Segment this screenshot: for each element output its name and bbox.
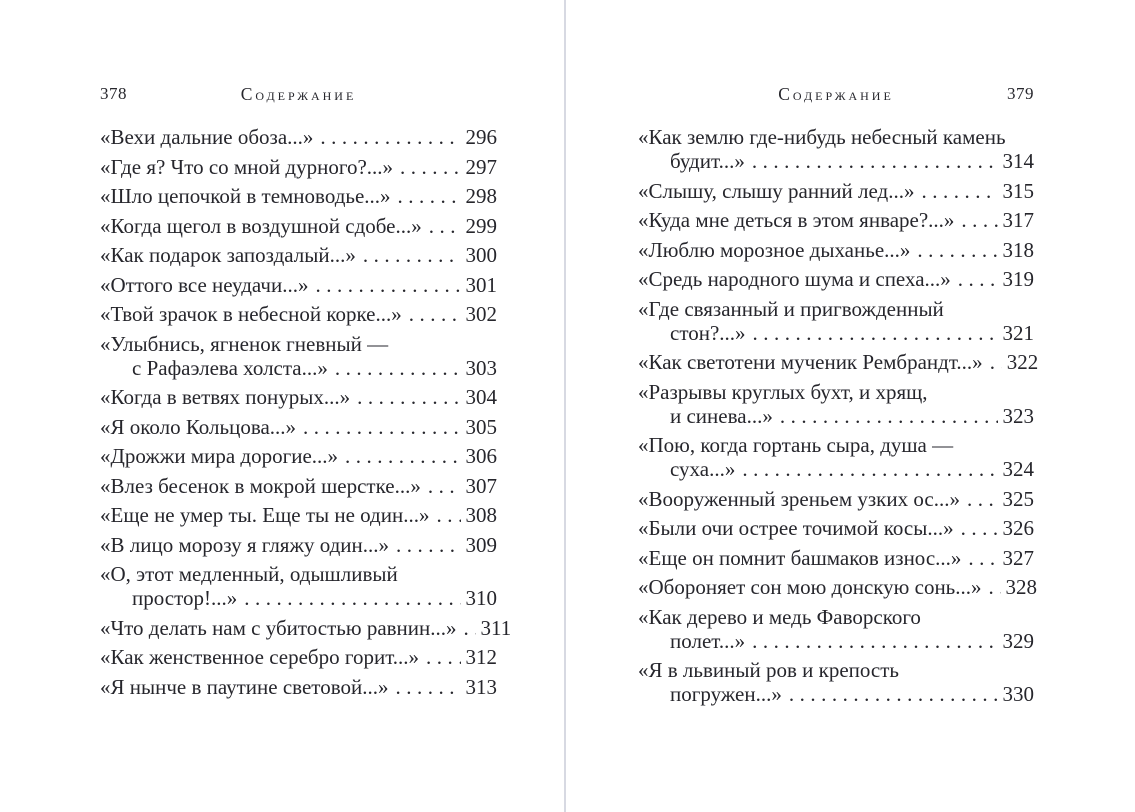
toc-entry-line [638, 682, 1034, 706]
toc-entry-line [638, 575, 1038, 599]
toc-entry-line [638, 380, 1034, 404]
running-title-right: Содержание [778, 84, 894, 104]
dot-leader [395, 675, 460, 699]
entry-title: «Где я? Что со мной дурного?...» [100, 154, 394, 179]
dot-leader [968, 546, 997, 570]
toc-entry [100, 533, 497, 557]
toc-entry [100, 645, 497, 669]
dot-leader [961, 516, 998, 540]
entry-page-number: 303 [465, 355, 497, 380]
toc-entry-line [638, 208, 1034, 232]
toc-entry-line [638, 658, 1034, 682]
entry-title: «Шло цепочкой в темноводье...» [100, 184, 391, 208]
toc-entry-line [100, 675, 497, 699]
running-head-left [100, 84, 497, 106]
dot-leader [426, 645, 460, 669]
dot-leader [396, 533, 460, 557]
toc-entry-line [100, 356, 497, 380]
toc-entry-line [100, 184, 497, 208]
toc-entry [100, 155, 497, 179]
entry-page-number: 298 [465, 184, 497, 208]
toc-entry-line [100, 273, 497, 297]
entry-page-number: 322 [1006, 350, 1039, 374]
entry-page-number: 306 [465, 444, 497, 468]
toc-entry [638, 267, 1034, 291]
toc-entry [100, 273, 497, 297]
entry-title: погружен...» [670, 682, 782, 706]
dot-leader [303, 415, 460, 439]
toc-entry-line [100, 533, 497, 557]
toc-entry [100, 332, 497, 380]
toc-entry [100, 503, 497, 527]
toc-entry-line [638, 433, 1034, 457]
running-title-left: Содержание [240, 84, 357, 104]
entry-page-number: 309 [465, 532, 497, 557]
entry-page-number: 323 [1002, 403, 1034, 428]
entry-title: стон?...» [670, 320, 746, 345]
dot-leader [244, 586, 460, 610]
entry-title: «Твой зрачок в небесной корке...» [100, 302, 402, 326]
toc-entry [638, 125, 1034, 173]
toc-entry-line [638, 350, 1039, 374]
toc-entry [638, 605, 1034, 653]
dot-leader [464, 616, 476, 640]
toc-entry [638, 433, 1034, 481]
dot-leader [400, 155, 460, 179]
entry-title: «Как женственное серебро горит...» [100, 645, 420, 669]
entry-title: «Что делать нам с убитостью равнин...» [100, 615, 457, 640]
dot-leader [753, 321, 998, 345]
toc-entry [100, 615, 512, 640]
entry-title: «Как подарок запоздалый...» [100, 243, 356, 267]
toc-entry [100, 444, 497, 468]
entry-title: «Как дерево и медь Фаворского [638, 604, 921, 629]
dot-leader [967, 487, 998, 511]
toc-entry [100, 562, 497, 610]
entry-page-number: 305 [465, 414, 497, 439]
toc-entry-line [100, 125, 497, 149]
entry-page-number: 300 [465, 243, 497, 267]
entry-title: полет...» [670, 628, 746, 653]
entry-title: «Дрожжи мира дорогие...» [100, 444, 339, 468]
entry-page-number: 312 [465, 645, 497, 669]
dot-leader [428, 474, 461, 498]
dot-leader [315, 273, 460, 297]
page-number-folio-left: 378 [100, 84, 127, 103]
entry-title: «Когда в ветвях понурых...» [100, 385, 351, 409]
toc-entry-line [100, 302, 497, 326]
toc-entry [638, 516, 1034, 540]
toc-entry-line [100, 444, 497, 468]
entry-page-number: 330 [1002, 682, 1034, 706]
toc-entry [638, 546, 1034, 570]
toc-entry [638, 380, 1034, 428]
entry-title: «Где связанный и пригвожденный [638, 296, 944, 321]
toc-entry-line [638, 238, 1034, 262]
toc-entry [100, 675, 497, 699]
toc-entry-line [638, 125, 1034, 149]
dot-leader [742, 457, 997, 481]
toc-entry-line [100, 645, 497, 669]
toc-entry-line [638, 149, 1034, 173]
running-head-right [638, 84, 1034, 106]
entry-page-number: 302 [465, 302, 497, 326]
page-gutter-divider [564, 0, 566, 812]
entry-page-number: 321 [1002, 320, 1034, 345]
dot-leader [917, 238, 997, 262]
toc-entry [638, 487, 1034, 511]
entry-page-number: 307 [465, 473, 497, 498]
entry-page-number: 314 [1002, 149, 1034, 173]
toc-entry [638, 658, 1034, 706]
entry-title: «Еще не умер ты. Еще ты не один...» [100, 503, 430, 527]
toc-entry [100, 474, 497, 498]
entry-page-number: 328 [1005, 575, 1038, 599]
dot-leader [958, 267, 998, 291]
entry-page-number: 311 [480, 615, 512, 640]
entry-title: «Я в львиный ров и крепость [638, 658, 899, 682]
entry-title: «Еще он помнит башмаков износ...» [638, 545, 962, 570]
entry-page-number: 324 [1002, 457, 1034, 481]
entry-page-number: 310 [465, 586, 497, 610]
toc-entries-left [100, 125, 512, 704]
entry-page-number: 325 [1002, 486, 1034, 511]
toc-entry [638, 238, 1034, 262]
entry-page-number: 299 [465, 213, 497, 238]
entry-title: «Люблю морозное дыханье...» [638, 237, 911, 262]
entry-title: «Как землю где-нибудь небесный камень [638, 125, 1006, 149]
toc-entry-line [100, 385, 497, 409]
dot-leader [320, 125, 460, 149]
dot-leader [752, 629, 997, 653]
toc-entry-line [638, 457, 1034, 481]
toc-entry-line [100, 562, 497, 586]
entry-title: «Были очи острее точимой косы...» [638, 516, 954, 540]
dot-leader [436, 503, 460, 527]
toc-entry-line [638, 629, 1034, 653]
toc-entry [638, 179, 1034, 203]
dot-leader [990, 350, 1002, 374]
entry-page-number: 308 [465, 503, 497, 527]
dot-leader [780, 404, 998, 428]
toc-entry [638, 350, 1039, 374]
entry-title: «Слышу, слышу ранний лед...» [638, 178, 915, 203]
entry-title: суха...» [670, 457, 736, 481]
entry-title: «Средь народного шума и спеха...» [638, 267, 951, 291]
entry-title: «Оттого все неудачи...» [100, 272, 309, 297]
dot-leader [335, 356, 461, 380]
entry-page-number: 297 [465, 154, 497, 179]
entry-title: «Я около Кольцова...» [100, 414, 297, 439]
toc-entry-line [638, 404, 1034, 428]
toc-entries-right [638, 125, 1039, 712]
toc-entry [100, 125, 497, 149]
dot-leader [989, 575, 1001, 599]
dot-leader [398, 184, 461, 208]
entry-title: «Куда мне деться в этом январе?...» [638, 208, 955, 232]
toc-entry [100, 214, 497, 238]
toc-entry-line [638, 516, 1034, 540]
toc-entry [100, 385, 497, 409]
entry-page-number: 317 [1002, 208, 1034, 232]
toc-entry [100, 243, 497, 267]
entry-title: «Вехи дальние обоза...» [100, 125, 314, 149]
dot-leader [363, 243, 461, 267]
entry-title: «Пою, когда гортань сыра, душа — [638, 433, 954, 457]
entry-title: «Влез бесенок в мокрой шерстке...» [100, 473, 421, 498]
entry-page-number: 326 [1002, 516, 1034, 540]
entry-title: и синева...» [670, 403, 773, 428]
toc-entry [638, 208, 1034, 232]
entry-title: простор!...» [132, 586, 238, 610]
toc-entry-line [100, 155, 497, 179]
toc-entry [638, 297, 1034, 345]
toc-entry-line [100, 474, 497, 498]
toc-entry-line [638, 267, 1034, 291]
dot-leader [429, 214, 461, 238]
entry-page-number: 313 [465, 674, 497, 699]
dot-leader [752, 149, 998, 173]
dot-leader [961, 208, 997, 232]
dot-leader [789, 682, 998, 706]
entry-title: «Разрывы круглых бухт, и хрящ, [638, 379, 928, 404]
entry-title: «Как светотени мученик Рембрандт...» [638, 350, 983, 374]
toc-entry-line [638, 546, 1034, 570]
toc-entry-line [100, 214, 497, 238]
entry-title: «О, этот медленный, одышливый [100, 562, 398, 586]
entry-page-number: 327 [1002, 545, 1034, 570]
entry-page-number: 296 [465, 125, 497, 149]
dot-leader [357, 385, 460, 409]
toc-entry-line [100, 586, 497, 610]
entry-title: «Я нынче в паутине световой...» [100, 674, 389, 699]
entry-title: будит...» [670, 149, 745, 173]
dot-leader [921, 179, 997, 203]
toc-entry [638, 575, 1038, 599]
toc-entry-line [638, 179, 1034, 203]
entry-title: «В лицо морозу я гляжу один...» [100, 532, 390, 557]
entry-title: «Обороняет сон мою донскую сонь...» [638, 575, 982, 599]
entry-page-number: 301 [465, 272, 497, 297]
dot-leader [409, 302, 461, 326]
entry-title: «Когда щегол в воздушной сдобе...» [100, 213, 422, 238]
toc-entry-line [638, 321, 1034, 345]
entry-page-number: 304 [465, 385, 497, 409]
entry-page-number: 318 [1002, 237, 1034, 262]
entry-page-number: 315 [1002, 178, 1034, 203]
toc-entry-line [100, 615, 512, 640]
toc-entry-line [100, 503, 497, 527]
toc-entry [100, 184, 497, 208]
toc-entry-line [100, 332, 497, 356]
entry-title: с Рафаэлева холста...» [132, 355, 328, 380]
dot-leader [345, 444, 460, 468]
toc-entry-line [638, 297, 1034, 321]
entry-title: «Вооруженный зреньем узких ос...» [638, 486, 960, 511]
entry-title: «Улыбнись, ягненок гневный — [100, 331, 389, 356]
page-number-folio-right: 379 [1007, 84, 1034, 103]
toc-entry-line [100, 415, 497, 439]
toc-entry [100, 415, 497, 439]
toc-entry-line [638, 605, 1034, 629]
entry-page-number: 329 [1002, 628, 1034, 653]
toc-entry-line [100, 243, 497, 267]
toc-entry-line [638, 487, 1034, 511]
entry-page-number: 319 [1002, 267, 1034, 291]
toc-entry [100, 302, 497, 326]
